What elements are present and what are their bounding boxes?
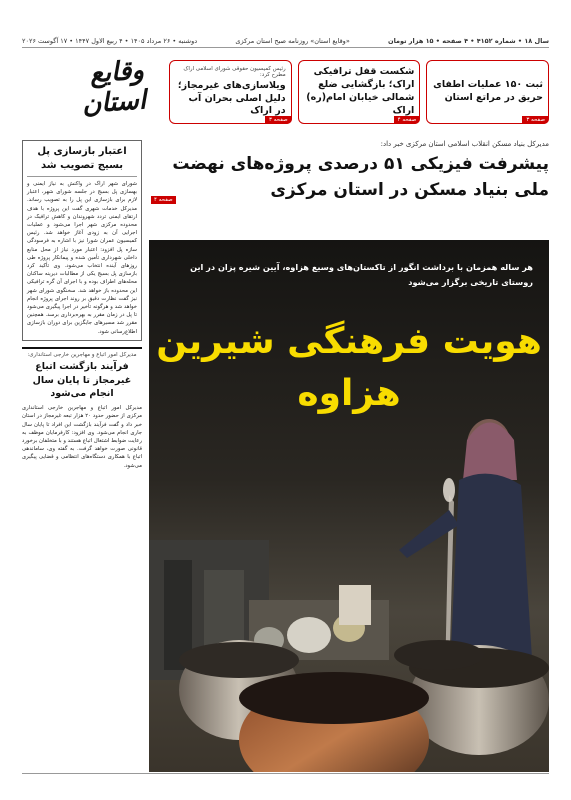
main-story-headline: پیشرفت فیزیکی ۵۱ درصدی پروژه‌های نهضت ملی بنیاد مسکن در استان مرکزی bbox=[172, 154, 549, 201]
sidebar-story-body: شورای شهر اراک در واکنش به نیاز ایمنی و بهسازی پل بسیج در جلسه شورای شهر، اعتبار لازم برای بازسازی این پل را به تصویب رساند. مدیرکل خدمات شهری گفت این پروژه با هدف ارتقای ایمنی تردد شهروندان و کاهش ترافیک در محدوده مرکزی شهر اجرا می‌شود و عملیات اجرایی آن به زودی آغاز خواهد شد. رئیس کمیسیون عمران شورا نیز با اشاره به فرسودگی سازه پل افزود: اعتبار مورد نیاز از محل منابع داخلی شهرداری تأمین شده و پیمانکار پروژه طی روزهای آینده انتخاب می‌شود. وی تأکید کرد بازسازی پل بسیج یکی از مطالبات دیرینه ساکنان محله‌های اطراف بوده و با اجرای آن گره ترافیکی این محدوده باز خواهد شد. سخنگوی شورای شهر نیز گفت نظارت دقیق بر روند اجرای پروژه انجام خواهد شد و هرگونه تأخیر در اجرا پیگیری می‌شود تا پل در زمان مقرر به بهره‌برداری برسد. همچنین مقرر شد مسیرهای جایگزین برای دوران بازسازی اطلاع‌رسانی شود. bbox=[27, 181, 137, 335]
teaser-headline: ثبت ۱۵۰ عملیات اطفای حریق در مراتع استان bbox=[433, 79, 543, 103]
main-story-kicker: مدیرکل بنیاد مسکن انقلاب اسلامی استان مرکزی خبر داد: bbox=[380, 140, 549, 148]
newspaper-logo: وقایع استان bbox=[81, 55, 147, 120]
sidebar-story-migrants[interactable] bbox=[22, 347, 142, 470]
teaser-traffic[interactable] bbox=[298, 60, 421, 124]
teaser-kicker: رئیس کمیسیون حقوقی شورای اسلامی اراک مطرح کرد: bbox=[183, 65, 286, 78]
teaser-villas[interactable] bbox=[169, 60, 292, 124]
main-story[interactable] bbox=[149, 140, 549, 204]
sidebar-story-title: اعتبار بازسازی پل بسیج تصویب شد bbox=[27, 145, 137, 177]
sidebar-story-title: فرآیند بازگشت اتباع غیرمجاز تا پایان سال انجام می‌شود bbox=[32, 360, 132, 400]
sidebar-story-body: مدیرکل امور اتباع و مهاجرین خارجی استانداری مرکزی از حضور حدود ۲۰ هزار تبعه غیرمجاز در استان خبر داد و گفت فرآیند بازگشت این افراد تا پایان سال جاری انجام می‌شود. وی افزود: کارفرمایان موظف به رعایت ضوابط اشتغال اتباع هستند و با متخلفان برخورد قانونی صورت خواهد گرفت. به گفته وی، ساماندهی اتباع با همکاری دستگاه‌های انتظامی و قضایی پیگیری می‌شود. bbox=[22, 405, 143, 469]
teaser-row bbox=[169, 60, 549, 124]
page-badge: صفحه ۳ bbox=[265, 116, 292, 124]
page-badge: صفحه ۳ bbox=[522, 116, 549, 124]
footer-divider bbox=[22, 773, 549, 774]
issue-info: سال ۱۸ • شماره ۴۱۵۲ • ۴ صفحه • ۱۵ هزار تومان bbox=[388, 36, 549, 45]
cover-photo[interactable] bbox=[149, 240, 549, 772]
teaser-headline: ویلاسازی‌های غیرمجاز؛ دلیل اصلی بحران آب در اراک bbox=[177, 79, 286, 117]
masthead bbox=[40, 55, 147, 120]
issue-date: دوشنبه • ۲۶ مرداد ۱۴۰۵ • ۴ ربیع الاول ۱۴۴۷ • ۱۷ آگوست ۲۰۲۶ bbox=[22, 36, 198, 45]
page-badge: صفحه ۴ bbox=[394, 116, 421, 124]
photo-headline: هویت فرهنگی شیرین هزاوه bbox=[156, 321, 542, 415]
sidebar-story-kicker: مدیرکل امور اتباع و مهاجرین خارجی استانداری: bbox=[27, 351, 137, 358]
sidebar bbox=[22, 140, 142, 772]
page-badge: صفحه ۴ bbox=[151, 196, 176, 204]
photo-lead: هر ساله همزمان با برداشت انگور از تاکستان‌های وسیع هزاوه، آیین شیره پزان در این روستای تاریخی برگزار می‌شود bbox=[190, 262, 533, 287]
teaser-fire[interactable] bbox=[426, 60, 549, 124]
sidebar-story-bridge[interactable] bbox=[22, 140, 142, 341]
topbar bbox=[22, 34, 549, 48]
teaser-headline: شکست قفل ترافیکی اراک؛ بازگشایی ضلع شمالی خیابان امام(ره) اراک bbox=[306, 66, 415, 116]
paper-tagline: «وقایع استان» روزنامه صبح استان مرکزی bbox=[235, 36, 350, 45]
